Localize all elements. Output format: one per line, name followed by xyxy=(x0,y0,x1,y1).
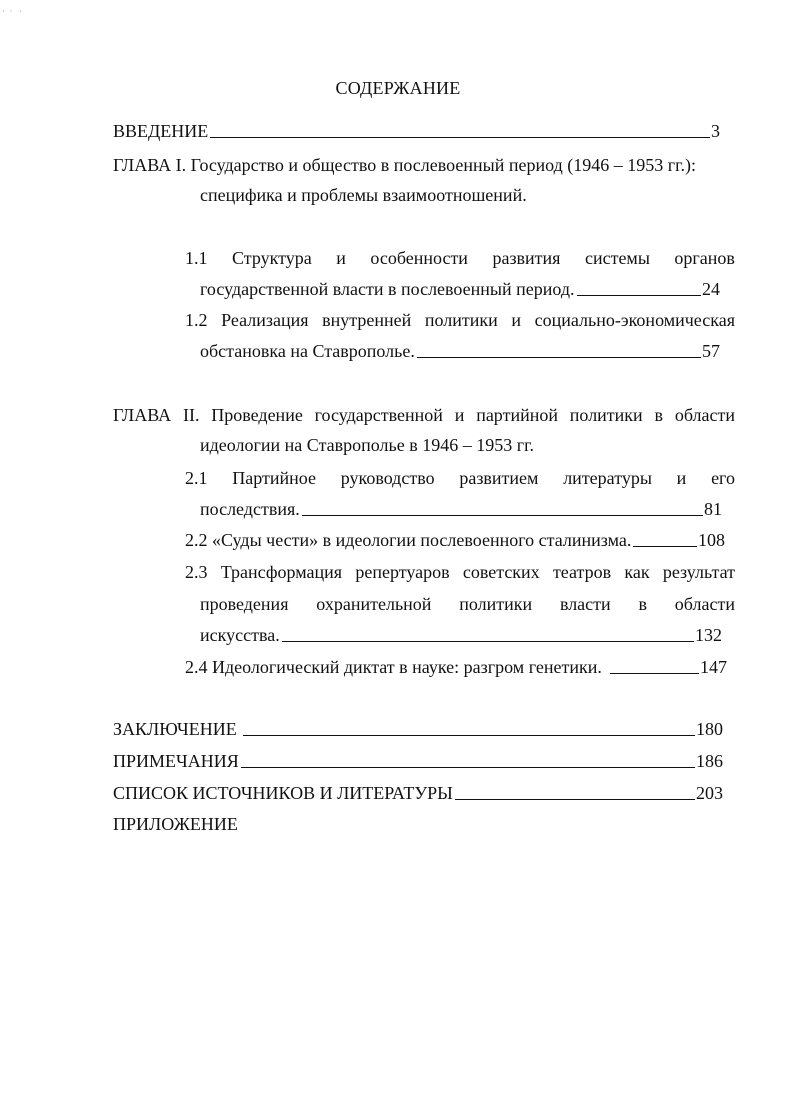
word: области xyxy=(674,405,735,425)
word: охранительной xyxy=(316,594,432,614)
toc-label: государственной власти в послевоенный период. xyxy=(200,279,575,299)
dot-leader xyxy=(633,545,697,547)
word: руководство xyxy=(340,468,435,488)
toc-entry-row xyxy=(200,593,735,615)
toc-entry-2-1[interactable] xyxy=(185,467,735,489)
word: в xyxy=(638,594,647,614)
toc-entry-1-1-cont[interactable] xyxy=(200,278,720,300)
toc-label: ПРИМЕЧАНИЯ xyxy=(113,751,239,771)
dot-leader xyxy=(241,766,695,768)
toc-entry-appendix[interactable]: ПРИЛОЖЕНИЕ xyxy=(113,814,238,834)
toc-entry-2-4[interactable] xyxy=(185,656,727,678)
toc-label: ЗАКЛЮЧЕНИЕ xyxy=(113,719,237,739)
toc-label: 2.2 «Суды чести» в идеологии послевоенного сталинизма. xyxy=(185,530,632,550)
dot-leader xyxy=(210,136,710,138)
toc-page-number: 186 xyxy=(696,751,723,771)
toc-page-number: 57 xyxy=(702,341,720,361)
toc-page-number: 132 xyxy=(695,625,722,645)
toc-label: СПИСОК ИСТОЧНИКОВ И ЛИТЕРАТУРЫ xyxy=(113,783,453,803)
toc-entry-2-3[interactable] xyxy=(185,561,735,583)
word: социально-экономическая xyxy=(534,310,735,330)
word: Проведение xyxy=(211,405,303,425)
toc-page-number: 108 xyxy=(698,530,725,550)
toc-page-number: 3 xyxy=(711,121,720,141)
toc-page-number: 147 xyxy=(700,657,727,677)
word: государственной xyxy=(314,405,443,425)
toc-entry-1-2-cont[interactable] xyxy=(200,340,720,362)
toc-entry-2-3-row2[interactable] xyxy=(200,593,735,615)
word: развития xyxy=(492,248,561,268)
toc-entry-row xyxy=(185,467,735,489)
toc-label: искусства. xyxy=(200,625,280,645)
word: ГЛАВА xyxy=(113,405,172,425)
word: развитием xyxy=(459,468,539,488)
toc-label: последствия. xyxy=(200,499,300,519)
word: политики xyxy=(424,310,498,330)
word: Структура xyxy=(232,248,312,268)
word: проведения xyxy=(200,594,289,614)
word: его xyxy=(711,468,735,488)
chapter-2-heading-cont: идеологии на Ставрополье в 1946 – 1953 гг. xyxy=(200,435,534,455)
word: особенности xyxy=(370,248,468,268)
word: системы xyxy=(584,248,650,268)
toc-entry-2-3-cont[interactable] xyxy=(200,624,722,646)
word: и xyxy=(511,310,522,330)
word: политики xyxy=(459,594,533,614)
word: и xyxy=(676,468,687,488)
toc-entry-conclusion[interactable] xyxy=(113,718,723,740)
toc-entry-notes[interactable] xyxy=(113,750,723,772)
toc-entry-row xyxy=(185,561,735,583)
chapter-1-heading: ГЛАВА I. Государство и общество в послевоенный период (1946 – 1953 гг.): xyxy=(113,155,696,175)
toc-page-number: 180 xyxy=(696,719,723,739)
toc-entry-row xyxy=(185,247,735,269)
word: результат xyxy=(662,562,735,582)
word: Реализация xyxy=(221,310,309,330)
toc-entry-sources[interactable] xyxy=(113,782,723,804)
dot-leader xyxy=(417,356,701,358)
word: как xyxy=(624,562,650,582)
word: Партийное xyxy=(232,468,316,488)
chapter-2-heading xyxy=(113,404,735,426)
section-number: 1.2 xyxy=(185,310,208,330)
chapter-1-heading-cont: специфика и проблемы взаимоотношений. xyxy=(200,185,527,205)
word: внутренней xyxy=(322,310,412,330)
word: и xyxy=(454,405,465,425)
section-number: 1.1 xyxy=(185,248,208,268)
page-title: СОДЕРЖАНИЕ xyxy=(335,78,461,98)
toc-page-number: 81 xyxy=(704,499,722,519)
word: в xyxy=(654,405,663,425)
toc-page-number: 203 xyxy=(696,783,723,803)
word: Трансформация xyxy=(220,562,343,582)
toc-entry-intro[interactable] xyxy=(113,120,720,142)
word: партийной xyxy=(476,405,558,425)
word: театров xyxy=(552,562,612,582)
toc-page-number: 24 xyxy=(702,279,720,299)
section-number: 2.1 xyxy=(185,468,208,488)
word: власти xyxy=(559,594,611,614)
word: II. xyxy=(182,405,200,425)
dot-leader xyxy=(302,514,703,516)
dot-leader xyxy=(243,734,695,736)
toc-label: 2.4 Идеологический диктат в науке: разгром генетики. xyxy=(185,657,602,677)
toc-entry-row xyxy=(185,309,735,331)
dot-leader xyxy=(577,294,701,296)
toc-label: ВВЕДЕНИЕ xyxy=(113,121,209,141)
toc-entry-2-1-cont[interactable] xyxy=(200,498,722,520)
scan-speck: · · · xyxy=(2,6,23,16)
section-number: 2.3 xyxy=(185,562,208,582)
dot-leader xyxy=(282,640,694,642)
word: политики xyxy=(569,405,643,425)
word: области xyxy=(674,594,735,614)
dot-leader xyxy=(455,798,695,800)
word: литературы xyxy=(563,468,652,488)
heading-row xyxy=(113,404,735,426)
toc-entry-2-2[interactable] xyxy=(185,529,725,551)
toc-label: обстановка на Ставрополье. xyxy=(200,341,415,361)
toc-entry-1-1[interactable] xyxy=(185,247,735,269)
word: репертуаров xyxy=(355,562,450,582)
word: органов xyxy=(674,248,735,268)
word: советских xyxy=(462,562,540,582)
word: и xyxy=(336,248,346,268)
dot-leader xyxy=(610,672,699,674)
toc-entry-1-2[interactable] xyxy=(185,309,735,331)
